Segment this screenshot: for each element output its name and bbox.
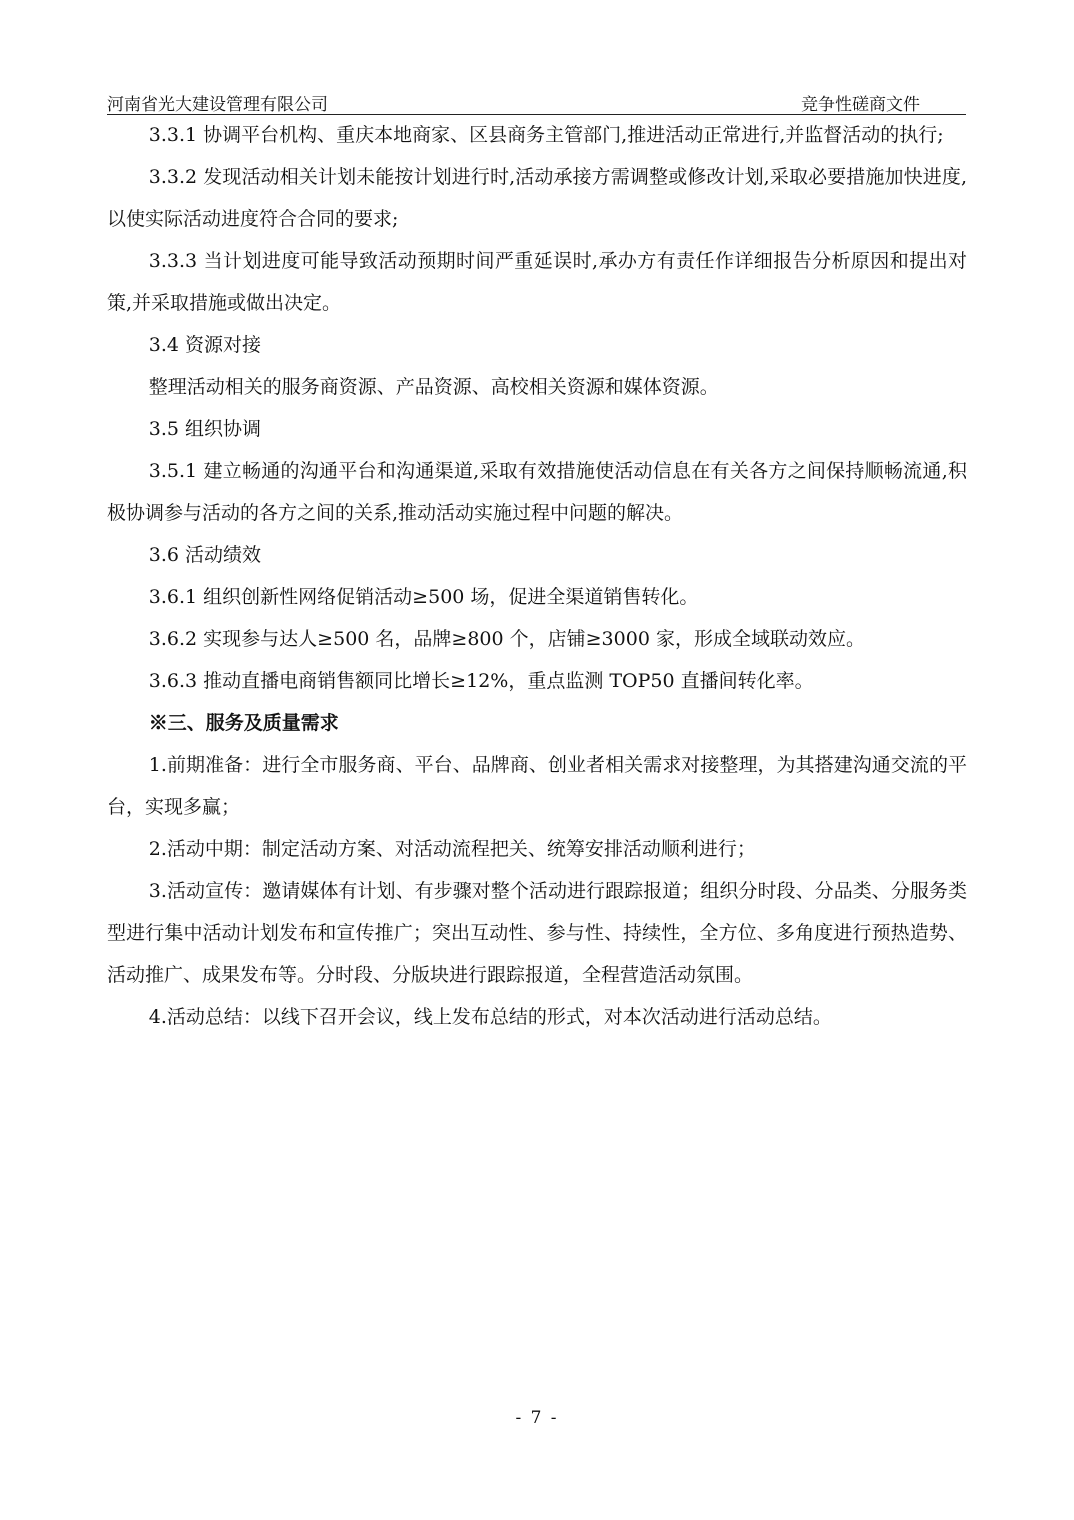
header-company: 河南省光大建设管理有限公司 xyxy=(107,95,328,115)
section-heading-service-quality: ※三、服务及质量需求 xyxy=(148,712,339,734)
paragraph-summary: 4.活动总结：以线下召开会议，线上发布总结的形式，对本次活动进行活动总结。 xyxy=(148,1006,832,1028)
paragraph-3-5-1: 3.5.1 建立畅通的沟通平台和沟通渠道,采取有效措施使活动信息在有关各方之间保持顺畅流通,积极协调参与活动的各方之间的关系,推动活动实施过程中问题的解决。 xyxy=(107,460,967,524)
page-header xyxy=(107,88,966,115)
paragraph-3-6-3: 3.6.3 推动直播电商销售额同比增长≥12%，重点监测 TOP50 直播间转化率。 xyxy=(148,670,814,692)
page-number: - 7 - xyxy=(515,1408,559,1428)
paragraph-3-3-1: 3.3.1 协调平台机构、重庆本地商家、区县商务主管部门,推进活动正常进行,并监督活动的执行; xyxy=(148,124,944,146)
paragraph-3-6-1: 3.6.1 组织创新性网络促销活动≥500 场，促进全渠道销售转化。 xyxy=(148,586,699,608)
paragraph-publicity: 3.活动宣传：邀请媒体有计划、有步骤对整个活动进行跟踪报道；组织分时段、分品类、分服务类型进行集中活动计划发布和宣传推广；突出互动性、参与性、持续性，全方位、多角度进行预热造势、活动推广、成果发布等。分时段、分版块进行跟踪报道，全程营造活动氛围。 xyxy=(107,880,967,986)
document-body xyxy=(107,114,967,1038)
paragraph-3-3-3: 3.3.3 当计划进度可能导致活动预期时间严重延误时,承办方有责任作详细报告分析原因和提出对策,并采取措施或做出决定。 xyxy=(107,250,967,314)
paragraph-3-4-body: 整理活动相关的服务商资源、产品资源、高校相关资源和媒体资源。 xyxy=(148,376,719,398)
header-doc-type: 竞争性磋商文件 xyxy=(801,95,920,115)
section-heading-3-6: 3.6 活动绩效 xyxy=(148,544,262,566)
paragraph-preparation: 1.前期准备：进行全市服务商、平台、品牌商、创业者相关需求对接整理，为其搭建沟通交流的平台，实现多赢； xyxy=(107,754,967,818)
paragraph-3-3-2: 3.3.2 发现活动相关计划未能按计划进行时,活动承接方需调整或修改计划,采取必要措施加快进度,以使实际活动进度符合合同的要求; xyxy=(107,166,967,230)
paragraph-3-6-2: 3.6.2 实现参与达人≥500 名，品牌≥800 个，店铺≥3000 家，形成全域联动效应。 xyxy=(148,628,865,650)
paragraph-mid-term: 2.活动中期：制定活动方案、对活动流程把关、统筹安排活动顺利进行； xyxy=(148,838,756,860)
section-heading-3-5: 3.5 组织协调 xyxy=(148,418,262,440)
section-heading-3-4: 3.4 资源对接 xyxy=(148,334,262,356)
